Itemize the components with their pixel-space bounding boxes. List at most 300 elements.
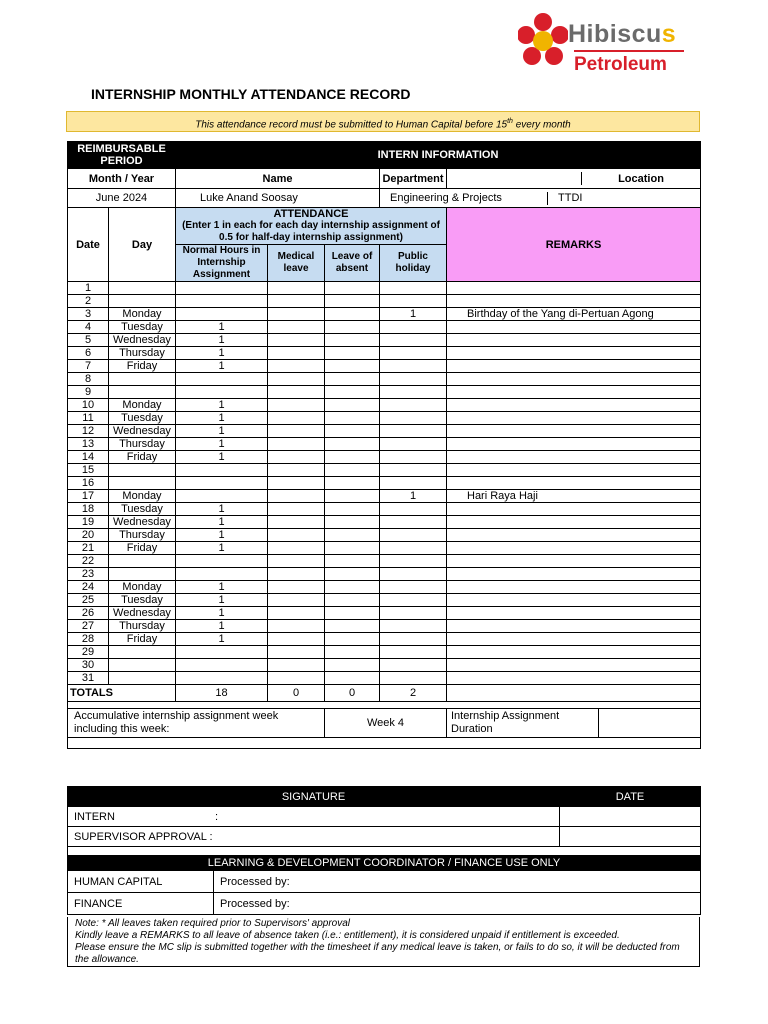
row-normal-hours: [176, 477, 268, 490]
row-remarks: [447, 529, 701, 542]
human-capital-label: HUMAN CAPITAL: [68, 871, 214, 893]
row-normal-hours: 1: [176, 438, 268, 451]
row-day: Thursday: [109, 529, 176, 542]
row-public-holiday: [380, 529, 447, 542]
row-leave-absent: [325, 568, 380, 581]
attendance-row: [68, 594, 701, 607]
total-remarks: [447, 685, 701, 702]
row-remarks: [447, 399, 701, 412]
attendance-row: [68, 607, 701, 620]
supervisor-date: [560, 827, 701, 847]
hc-processed-by: Processed by:: [214, 871, 701, 893]
attendance-row: [68, 672, 701, 685]
row-day: Wednesday: [109, 607, 176, 620]
row-normal-hours: 1: [176, 412, 268, 425]
row-day: Wednesday: [109, 425, 176, 438]
medical-leave-col-header: Medical leave: [268, 245, 325, 282]
row-remarks: [447, 516, 701, 529]
row-leave-absent: [325, 464, 380, 477]
dept-location-values: [380, 189, 701, 208]
row-remarks: [447, 542, 701, 555]
public-holiday-col-header: Public holiday: [380, 245, 447, 282]
row-public-holiday: [380, 620, 447, 633]
row-normal-hours: 1: [176, 620, 268, 633]
row-remarks: [447, 581, 701, 594]
attendance-title: ATTENDANCE: [273, 208, 349, 220]
row-date: 24: [68, 581, 109, 594]
row-medical-leave: [268, 594, 325, 607]
row-public-holiday: [380, 477, 447, 490]
row-medical-leave: [268, 646, 325, 659]
row-date: 9: [68, 386, 109, 399]
row-date: 23: [68, 568, 109, 581]
row-medical-leave: [268, 308, 325, 321]
page-title: INTERNSHIP MONTHLY ATTENDANCE RECORD: [91, 86, 411, 102]
row-medical-leave: [268, 282, 325, 295]
notes-box: [67, 917, 700, 967]
row-public-holiday: 1: [380, 490, 447, 503]
attendance-row: [68, 633, 701, 646]
row-date: 15: [68, 464, 109, 477]
row-date: 20: [68, 529, 109, 542]
row-public-holiday: [380, 347, 447, 360]
spacer-row: [68, 702, 701, 709]
row-date: 1: [68, 282, 109, 295]
row-medical-leave: [268, 464, 325, 477]
row-day: [109, 555, 176, 568]
row-day: Wednesday: [109, 516, 176, 529]
row-public-holiday: [380, 399, 447, 412]
row-leave-absent: [325, 503, 380, 516]
attendance-row: [68, 438, 701, 451]
row-day: Tuesday: [109, 412, 176, 425]
date-col-header: Date: [68, 208, 109, 282]
intern-name-value: Luke Anand Soosay: [176, 189, 380, 208]
attendance-row: [68, 373, 701, 386]
intern-colon: :: [214, 810, 219, 823]
row-normal-hours: 1: [176, 594, 268, 607]
row-day: [109, 672, 176, 685]
row-normal-hours: 1: [176, 321, 268, 334]
intern-signature-row: [68, 807, 560, 827]
attendance-header: [176, 208, 447, 245]
row-normal-hours: [176, 659, 268, 672]
row-normal-hours: 1: [176, 529, 268, 542]
row-medical-leave: [268, 620, 325, 633]
row-day: [109, 568, 176, 581]
row-normal-hours: 1: [176, 360, 268, 373]
row-public-holiday: [380, 646, 447, 659]
row-date: 30: [68, 659, 109, 672]
attendance-instructions: (Enter 1 in each for each day internship assignment of 0.5 for half-day internship assignment): [182, 220, 440, 243]
note-line-3: Please ensure the MC slip is submitted together with the timesheet if any medical leave is taken, or fails to do so, it will be deducted from the allowance.: [75, 942, 680, 965]
row-remarks: [447, 412, 701, 425]
row-medical-leave: [268, 490, 325, 503]
attendance-row: [68, 425, 701, 438]
month-year-label: Month / Year: [68, 169, 176, 189]
row-normal-hours: [176, 373, 268, 386]
total-public: 2: [380, 685, 447, 702]
row-medical-leave: [268, 633, 325, 646]
attendance-row: [68, 295, 701, 308]
row-public-holiday: [380, 594, 447, 607]
intern-info-header: INTERN INFORMATION: [176, 142, 701, 169]
row-remarks: [447, 633, 701, 646]
row-date: 18: [68, 503, 109, 516]
row-public-holiday: [380, 542, 447, 555]
totals-label: TOTALS: [68, 685, 176, 702]
ld-header: LEARNING & DEVELOPMENT COORDINATOR / FINANCE USE ONLY: [68, 856, 701, 871]
row-day: [109, 373, 176, 386]
row-remarks: [447, 347, 701, 360]
row-day: [109, 659, 176, 672]
row-medical-leave: [268, 477, 325, 490]
row-day: Thursday: [109, 438, 176, 451]
row-remarks: [447, 646, 701, 659]
row-leave-absent: [325, 308, 380, 321]
row-day: Friday: [109, 542, 176, 555]
row-public-holiday: [380, 282, 447, 295]
row-medical-leave: [268, 503, 325, 516]
row-date: 2: [68, 295, 109, 308]
row-medical-leave: [268, 334, 325, 347]
row-normal-hours: 1: [176, 334, 268, 347]
signature-header: SIGNATURE: [68, 787, 560, 807]
row-normal-hours: 1: [176, 451, 268, 464]
total-medical: 0: [268, 685, 325, 702]
row-day: Thursday: [109, 347, 176, 360]
row-leave-absent: [325, 490, 380, 503]
attendance-row: [68, 334, 701, 347]
row-leave-absent: [325, 425, 380, 438]
row-public-holiday: [380, 633, 447, 646]
row-normal-hours: 1: [176, 425, 268, 438]
row-remarks: [447, 295, 701, 308]
reimbursable-period-header: REIMBURSABLE PERIOD: [68, 142, 176, 169]
row-public-holiday: [380, 451, 447, 464]
row-leave-absent: [325, 347, 380, 360]
row-day: Tuesday: [109, 594, 176, 607]
attendance-row: [68, 321, 701, 334]
row-day: Monday: [109, 490, 176, 503]
date-header: DATE: [560, 787, 701, 807]
row-date: 7: [68, 360, 109, 373]
row-remarks: [447, 464, 701, 477]
row-remarks: [447, 438, 701, 451]
row-public-holiday: [380, 672, 447, 685]
attendance-row: [68, 399, 701, 412]
row-normal-hours: 1: [176, 633, 268, 646]
row-leave-absent: [325, 438, 380, 451]
row-date: 25: [68, 594, 109, 607]
row-leave-absent: [325, 581, 380, 594]
attendance-row: [68, 360, 701, 373]
row-date: 27: [68, 620, 109, 633]
row-medical-leave: [268, 581, 325, 594]
row-date: 17: [68, 490, 109, 503]
attendance-row: [68, 646, 701, 659]
row-public-holiday: [380, 607, 447, 620]
attendance-rows: [68, 282, 701, 685]
row-day: [109, 477, 176, 490]
row-date: 21: [68, 542, 109, 555]
row-leave-absent: [325, 360, 380, 373]
row-day: Monday: [109, 581, 176, 594]
total-absent: 0: [325, 685, 380, 702]
row-public-holiday: [380, 503, 447, 516]
department-location-cell: [447, 169, 701, 189]
row-date: 26: [68, 607, 109, 620]
row-date: 8: [68, 373, 109, 386]
row-public-holiday: [380, 438, 447, 451]
attendance-row: [68, 464, 701, 477]
row-leave-absent: [325, 529, 380, 542]
row-public-holiday: [380, 516, 447, 529]
week-duration-cell: [325, 709, 447, 738]
row-leave-absent: [325, 672, 380, 685]
row-day: Tuesday: [109, 503, 176, 516]
month-year-value: June 2024: [68, 189, 176, 208]
row-leave-absent: [325, 659, 380, 672]
row-medical-leave: [268, 607, 325, 620]
row-day: [109, 282, 176, 295]
remarks-header: REMARKS: [447, 208, 701, 282]
row-date: 29: [68, 646, 109, 659]
attendance-row: [68, 529, 701, 542]
row-public-holiday: [380, 321, 447, 334]
row-public-holiday: [380, 386, 447, 399]
row-medical-leave: [268, 321, 325, 334]
name-label: Name: [176, 169, 380, 189]
row-medical-leave: [268, 399, 325, 412]
week-value: Week 4: [366, 717, 405, 729]
row-remarks: [447, 477, 701, 490]
row-remarks: [447, 282, 701, 295]
row-leave-absent: [325, 451, 380, 464]
row-normal-hours: 1: [176, 581, 268, 594]
row-remarks: [447, 568, 701, 581]
row-normal-hours: 1: [176, 542, 268, 555]
row-remarks: [447, 373, 701, 386]
row-date: 6: [68, 347, 109, 360]
row-day: [109, 464, 176, 477]
row-remarks: [447, 503, 701, 516]
row-day: Thursday: [109, 620, 176, 633]
row-medical-leave: [268, 516, 325, 529]
row-medical-leave: [268, 451, 325, 464]
row-remarks: [447, 425, 701, 438]
accumulative-week-label: Accumulative internship assignment week including this week:: [68, 709, 325, 738]
row-normal-hours: [176, 646, 268, 659]
day-col-header: Day: [109, 208, 176, 282]
row-normal-hours: [176, 555, 268, 568]
row-public-holiday: [380, 373, 447, 386]
logo-brand-main: Hibiscus: [568, 20, 677, 48]
row-remarks: [447, 334, 701, 347]
row-remarks: [447, 607, 701, 620]
supervisor-approval-label: SUPERVISOR APPROVAL :: [68, 827, 560, 847]
row-remarks: Hari Raya Haji: [447, 490, 701, 503]
row-public-holiday: [380, 425, 447, 438]
row-public-holiday: [380, 464, 447, 477]
row-day: Tuesday: [109, 321, 176, 334]
row-date: 13: [68, 438, 109, 451]
row-remarks: Birthday of the Yang di-Pertuan Agong: [447, 308, 701, 321]
row-date: 22: [68, 555, 109, 568]
row-medical-leave: [268, 438, 325, 451]
row-day: Monday: [109, 399, 176, 412]
normal-hours-col-header: Normal Hours in Internship Assignment: [176, 245, 268, 282]
row-remarks: [447, 555, 701, 568]
row-day: Monday: [109, 308, 176, 321]
row-leave-absent: [325, 646, 380, 659]
row-date: 16: [68, 477, 109, 490]
row-day: Friday: [109, 360, 176, 373]
spacer-row: [68, 738, 701, 749]
row-date: 11: [68, 412, 109, 425]
row-date: 12: [68, 425, 109, 438]
row-normal-hours: [176, 295, 268, 308]
row-normal-hours: 1: [176, 399, 268, 412]
row-leave-absent: [325, 594, 380, 607]
intern-date: [560, 807, 701, 827]
row-leave-absent: [325, 334, 380, 347]
location-label: Location: [582, 172, 701, 185]
row-normal-hours: [176, 672, 268, 685]
row-medical-leave: [268, 347, 325, 360]
row-public-holiday: [380, 334, 447, 347]
row-leave-absent: [325, 542, 380, 555]
row-leave-absent: [325, 620, 380, 633]
row-medical-leave: [268, 373, 325, 386]
row-medical-leave: [268, 568, 325, 581]
row-leave-absent: [325, 516, 380, 529]
attendance-row: [68, 620, 701, 633]
total-normal: 18: [176, 685, 268, 702]
row-normal-hours: [176, 464, 268, 477]
row-date: 4: [68, 321, 109, 334]
department-label: Department: [380, 169, 447, 189]
row-leave-absent: [325, 386, 380, 399]
attendance-row: [68, 282, 701, 295]
attendance-row: [68, 451, 701, 464]
row-leave-absent: [325, 282, 380, 295]
note-line-2: Kindly leave a REMARKS to all leave of absence taken (i.e.: entitlement), it is considered unpaid if entitlement is exceeded.: [75, 930, 620, 941]
row-public-holiday: [380, 412, 447, 425]
row-remarks: [447, 360, 701, 373]
row-medical-leave: [268, 386, 325, 399]
row-remarks: [447, 620, 701, 633]
finance-use-table: [67, 855, 701, 915]
row-day: Wednesday: [109, 334, 176, 347]
row-normal-hours: [176, 386, 268, 399]
attendance-row: [68, 542, 701, 555]
signature-table: [67, 786, 701, 858]
attendance-row: [68, 412, 701, 425]
row-medical-leave: [268, 425, 325, 438]
row-public-holiday: [380, 555, 447, 568]
row-date: 14: [68, 451, 109, 464]
row-leave-absent: [325, 633, 380, 646]
row-public-holiday: [380, 295, 447, 308]
finance-processed-by: Processed by:: [214, 893, 701, 915]
attendance-row: [68, 308, 701, 321]
row-date: 28: [68, 633, 109, 646]
row-date: 5: [68, 334, 109, 347]
attendance-row: [68, 386, 701, 399]
duration-label: Internship Assignment Duration: [451, 710, 560, 735]
row-remarks: [447, 451, 701, 464]
hibiscus-logo: [518, 10, 688, 76]
location-value: TTDI: [548, 192, 701, 205]
row-normal-hours: 1: [176, 516, 268, 529]
attendance-row: [68, 659, 701, 672]
note-line-1: Note: * All leaves taken required prior to Supervisors' approval: [75, 918, 351, 929]
attendance-row: [68, 568, 701, 581]
row-medical-leave: [268, 360, 325, 373]
row-medical-leave: [268, 672, 325, 685]
attendance-row: [68, 581, 701, 594]
row-day: [109, 646, 176, 659]
row-leave-absent: [325, 373, 380, 386]
duration-value: [599, 709, 701, 737]
leave-absent-col-header: Leave of absent: [325, 245, 380, 282]
row-medical-leave: [268, 412, 325, 425]
row-day: Friday: [109, 451, 176, 464]
row-remarks: [447, 386, 701, 399]
row-public-holiday: [380, 581, 447, 594]
row-day: [109, 295, 176, 308]
attendance-row: [68, 555, 701, 568]
row-medical-leave: [268, 295, 325, 308]
row-medical-leave: [268, 529, 325, 542]
attendance-row: [68, 490, 701, 503]
logo-brand-sub: Petroleum: [574, 54, 667, 75]
row-normal-hours: [176, 490, 268, 503]
row-medical-leave: [268, 542, 325, 555]
attendance-row: [68, 516, 701, 529]
spacer: [447, 172, 582, 185]
row-normal-hours: [176, 568, 268, 581]
row-date: 31: [68, 672, 109, 685]
row-date: 10: [68, 399, 109, 412]
attendance-row: [68, 347, 701, 360]
row-leave-absent: [325, 321, 380, 334]
attendance-row: [68, 503, 701, 516]
duration-cell: [447, 709, 701, 738]
row-normal-hours: 1: [176, 503, 268, 516]
logo-rule: [574, 50, 684, 52]
row-remarks: [447, 321, 701, 334]
row-leave-absent: [325, 555, 380, 568]
finance-label: FINANCE: [68, 893, 214, 915]
attendance-row: [68, 477, 701, 490]
row-remarks: [447, 672, 701, 685]
row-leave-absent: [325, 412, 380, 425]
row-normal-hours: 1: [176, 607, 268, 620]
row-day: [109, 386, 176, 399]
row-medical-leave: [268, 659, 325, 672]
row-public-holiday: [380, 659, 447, 672]
submission-notice: This attendance record must be submitted to Human Capital before 15th every month: [66, 111, 700, 132]
row-normal-hours: [176, 282, 268, 295]
row-date: 19: [68, 516, 109, 529]
row-remarks: [447, 594, 701, 607]
hibiscus-flower-icon: [518, 12, 568, 70]
row-leave-absent: [325, 477, 380, 490]
department-value: Engineering & Projects: [390, 192, 502, 204]
row-leave-absent: [325, 295, 380, 308]
